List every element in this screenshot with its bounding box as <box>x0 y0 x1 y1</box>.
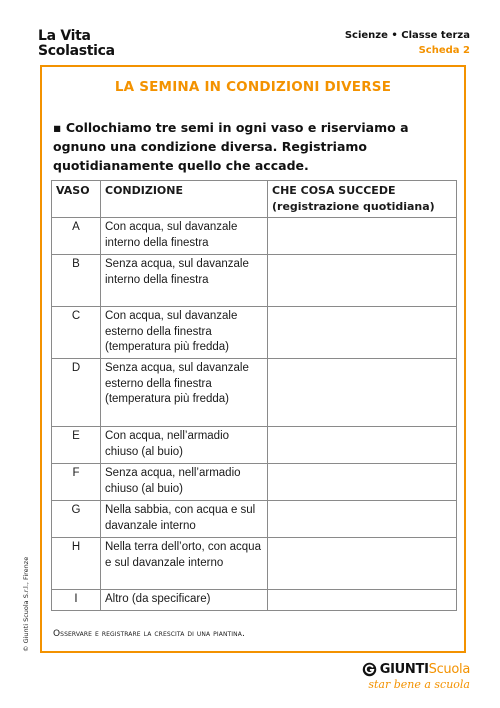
pot-id: G <box>52 501 101 538</box>
pot-id: D <box>52 359 101 427</box>
logo-line-1: La Vita <box>38 28 91 44</box>
giunti-g-icon <box>362 662 377 677</box>
footnote-text: Osservare e registrare la crescita di una piantina. <box>53 629 245 639</box>
publisher-name: GIUNTI <box>379 662 429 677</box>
publisher-name-2: Scuola <box>428 662 470 677</box>
pot-id: H <box>52 538 101 590</box>
magazine-logo <box>38 29 115 59</box>
pots-table <box>51 180 457 611</box>
observation-cell[interactable] <box>268 307 457 359</box>
observation-cell[interactable] <box>268 501 457 538</box>
observation-cell[interactable] <box>268 427 457 464</box>
observation-cell[interactable] <box>268 538 457 590</box>
header-vaso: VASO <box>52 181 101 218</box>
table-header-row <box>52 181 457 218</box>
intro-text: Collochiamo tre semi in ogni vaso e riserviamo a ognuno una condizione diversa. Registriamo quotidianamente quello che accade. <box>53 120 409 173</box>
logo-line-2: Scolastica <box>38 43 115 59</box>
worksheet-frame <box>40 65 466 653</box>
observation-cell[interactable] <box>268 255 457 307</box>
pot-condition: Con acqua, nell’armadio chiuso (al buio) <box>101 427 268 464</box>
pot-id: C <box>52 307 101 359</box>
pot-id: E <box>52 427 101 464</box>
pot-id: A <box>52 218 101 255</box>
table-row <box>52 538 457 590</box>
footnote <box>53 629 245 639</box>
header-succede-sub: (registrazione quotidiana) <box>272 200 435 213</box>
observation-cell[interactable] <box>268 359 457 427</box>
worksheet-intro <box>53 118 457 175</box>
header-info <box>345 30 470 56</box>
pot-condition: Senza acqua, nell’armadio chiuso (al buio) <box>101 464 268 501</box>
header-succede-title: CHE COSA SUCCEDE <box>272 184 396 197</box>
pot-condition: Altro (da specificare) <box>101 590 268 611</box>
observation-cell[interactable] <box>268 590 457 611</box>
publisher-tagline: star bene a scuola <box>368 678 470 691</box>
pot-id: B <box>52 255 101 307</box>
bullet-icon: ▪ <box>53 120 62 135</box>
header-condizione: CONDIZIONE <box>101 181 268 218</box>
sheet-label: Scheda 2 <box>418 45 470 56</box>
observation-cell[interactable] <box>268 464 457 501</box>
copyright-notice: © Giunti Scuola S.r.l., Firenze <box>22 556 30 652</box>
pot-condition: Con acqua, sul davanzale esterno della finestra (temperatura più fredda) <box>101 307 268 359</box>
pot-condition: Senza acqua, sul davanzale interno della finestra <box>101 255 268 307</box>
pot-condition: Nella sabbia, con acqua e sul davanzale interno <box>101 501 268 538</box>
header-succede <box>268 181 457 218</box>
worksheet-title: LA SEMINA IN CONDIZIONI DIVERSE <box>114 79 392 95</box>
table-row <box>52 255 457 307</box>
table-row <box>52 359 457 427</box>
table-row <box>52 427 457 464</box>
pot-id: F <box>52 464 101 501</box>
table-row <box>52 501 457 538</box>
publisher-logo <box>362 662 470 691</box>
table-row <box>52 307 457 359</box>
subject-label: Scienze • Classe terza <box>344 30 470 41</box>
pot-condition: Con acqua, sul davanzale interno della finestra <box>101 218 268 255</box>
table-row <box>52 590 457 611</box>
pot-id: I <box>52 590 101 611</box>
pot-condition: Nella terra dell’orto, con acqua e sul davanzale interno <box>101 538 268 590</box>
table-row <box>52 218 457 255</box>
table-row <box>52 464 457 501</box>
pot-condition: Senza acqua, sul davanzale esterno della finestra (temperatura più fredda) <box>101 359 268 427</box>
observation-cell[interactable] <box>268 218 457 255</box>
